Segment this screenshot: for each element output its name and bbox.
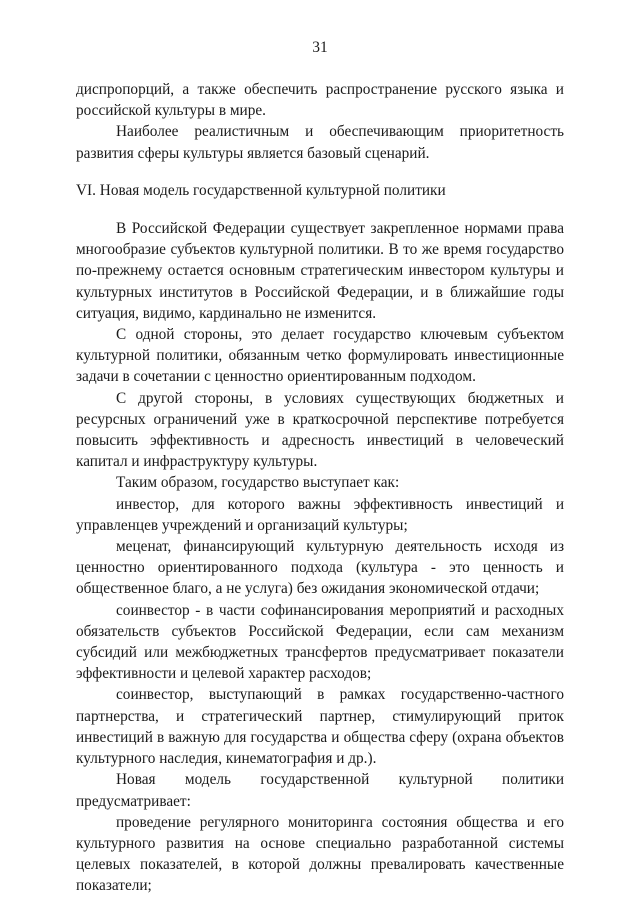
paragraph-continuation: диспропорций, а также обеспечить распространение русского языка и российской культуры в мире. [76, 81, 564, 120]
page-number: 31 [312, 39, 328, 56]
list-item-ppp-partner: соинвестор, выступающий в рамках государственно-частного партнерства, и стратегический партнер, стимулирующий приток инвестиций в важную для государства и общества сферу (охрана объектов культурного наследия, кинематография и др.). [76, 686, 564, 768]
list-item-investor: инвестор, для которого важны эффективность инвестиций и управленцев учреждений и организаций культуры; [76, 495, 564, 534]
list-item-patron: меценат, финансирующий культурную деятельность исходя из ценностно ориентированного подхода (культура - это ценность и общественное благо, а не услуга) без ожидания экономической отдачи; [76, 538, 564, 598]
paragraph-subjects: В Российской Федерации существует закрепленное нормами права многообразие субъектов культурной политики. В то же время государство по-прежнему остается основным стратегическим инвестором культуры и культурных институтов в Российской Федерации, и в ближайшие годы ситуация, видимо, кардинально не изменится. [76, 220, 564, 322]
list-item-monitoring: проведение регулярного мониторинга состояния общества и его культурного развития на основе специально разработанной системы целевых показателей, в которой должны превалировать качественные показатели; [76, 813, 564, 895]
paragraph-state-acts-as: Таким образом, государство выступает как: [116, 474, 400, 492]
paragraph-other-side: С другой стороны, в условиях существующих бюджетных и ресурсных ограничений уже в краткосрочной перспективе потребуется повысить эффективность и адресность инвестиций в человеческий капитал и инфраструктуру культуры. [76, 389, 564, 471]
document-body [76, 79, 564, 897]
list-item-co-investor: соинвестор - в части софинансирования мероприятий и расходных обязательств субъектов Российской Федерации, если сам механизм субсидий или межбюджетных трансфертов предусматривает показатели эффективности и целевой характер расходов; [76, 601, 564, 683]
paragraph-base-scenario: Наиболее реалистичным и обеспечивающим приоритетность развития сферы культуры является базовый сценарий. [76, 123, 564, 162]
section-heading: VI. Новая модель государственной культурной политики [76, 181, 446, 199]
paragraph-one-side: С одной стороны, это делает государство ключевым субъектом культурной политики, обязанным четко формулировать инвестиционные задачи в сочетании с ценностно ориентированным подходом. [76, 326, 564, 386]
paragraph-new-model: Новая модель государственной культурной политики предусматривает: [76, 771, 564, 810]
